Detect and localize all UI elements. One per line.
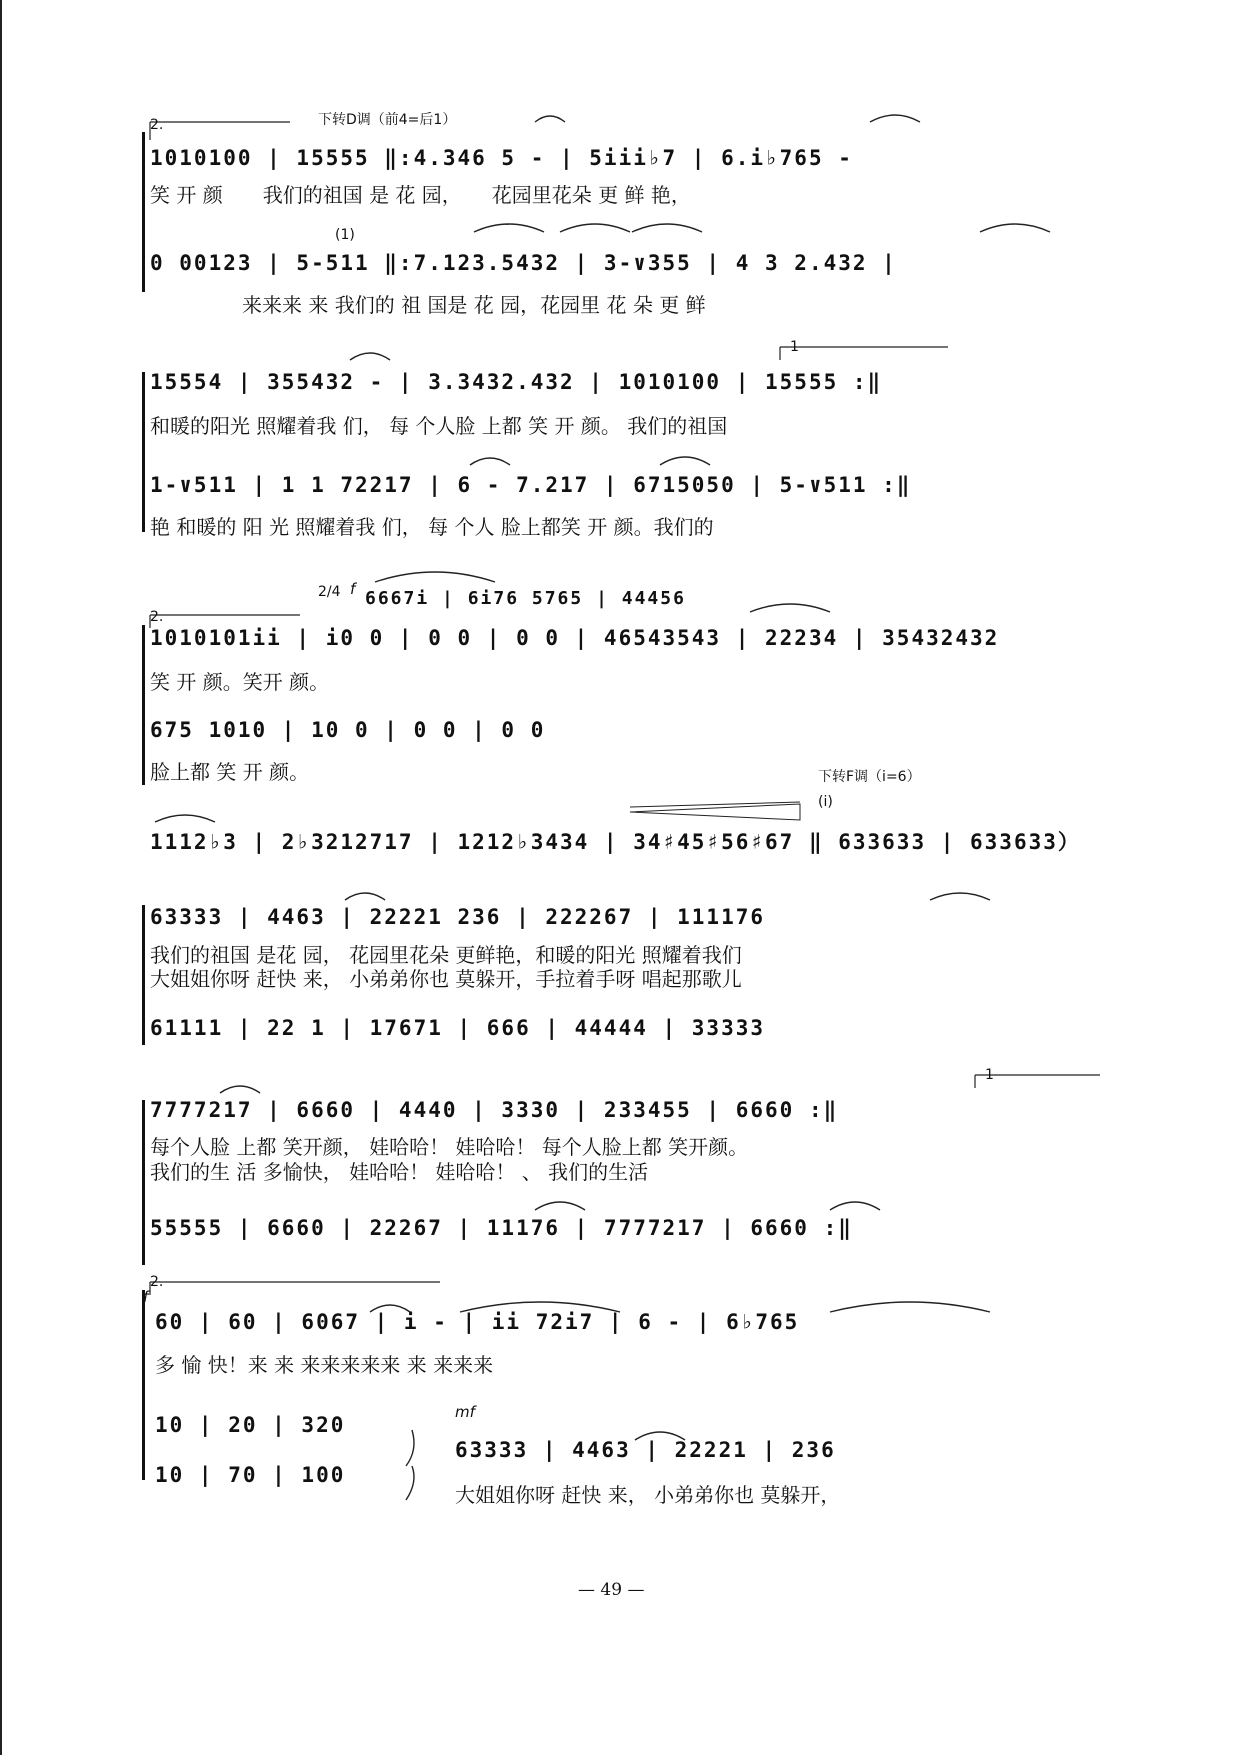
system-brace	[142, 625, 145, 785]
upper-voice-notes: 60 | 60 | 6067 | i - | ii 72i7 | 6 - | 6♭765	[155, 1310, 800, 1334]
section-mark: (1)	[335, 227, 355, 243]
lower-voice-notes: 55555 | 6660 | 22267 | 11176 | 7777217 | 6660 :‖	[150, 1216, 853, 1240]
dynamic-mark: mf	[455, 1403, 475, 1421]
lower-voice-lyrics: 大姐姐你呀 赶快 来， 小弟弟你也 莫躲开，	[455, 1483, 841, 1507]
upper-voice-lyrics: 笑 开 颜。笑开 颜。	[150, 670, 330, 694]
system-brace	[142, 1290, 145, 1480]
lower-voice-notes: 63333 | 4463 | 22221 | 236	[455, 1438, 836, 1462]
volta-label: 1	[985, 1067, 994, 1083]
upper-voice-notes: 15554 | 355432 - | 3.3432.432 | 1010100 | 15555 :‖	[150, 370, 883, 394]
lower-voice-lyrics: 脸上都 笑 开 颜。	[150, 760, 310, 784]
system-brace	[142, 1100, 145, 1265]
dynamic-mark: f	[143, 1288, 149, 1306]
upper-voice-notes: 63333 | 4463 | 22221 236 | 222267 | 111176	[150, 905, 766, 929]
lower-voice-notes: 675 1010 | 10 0 | 0 0 | 0 0	[150, 718, 546, 742]
upper-voice-notes: 1010101ii | i0 0 | 0 0 | 0 0 | 46543543 | 22234 | 35432432	[150, 626, 1000, 650]
upper-voice-lyrics: 多 愉 快！来 来 来来来来来 来 来来来	[155, 1353, 494, 1377]
section-mark: (i)	[818, 794, 833, 810]
volta-label: 2.	[150, 609, 164, 625]
lower-voice-lyrics: 来来来 来 我们的 祖 国是 花 园，花园里 花 朵 更 鲜	[242, 293, 706, 317]
upper-voice-lyrics-verse2: 我们的生 活 多愉快， 娃哈哈！ 娃哈哈！ 、 我们的生活	[150, 1160, 649, 1184]
lower-voice-lyrics: 艳 和暖的 阳 光 照耀着我 们， 每 个人 脸上都笑 开 颜。我们的	[150, 515, 714, 539]
upper-voice-lyrics: 和暖的阳光 照耀着我 们， 每 个人脸 上都 笑 开 颜。 我们的祖国	[150, 414, 728, 438]
upper-voice-lyrics-verse1: 我们的祖国 是花 园， 花园里花朵 更鲜艳，和暖的阳光 照耀着我们	[150, 943, 742, 967]
dynamic-mark: f	[350, 580, 356, 598]
key-change-annotation: 下转F调（i=6）	[818, 769, 921, 785]
key-change-annotation: 下转D调（前4=后1）	[318, 112, 457, 128]
upper-voice-lyrics-verse1: 每个人脸 上都 笑开颜， 娃哈哈！ 娃哈哈！ 每个人脸上都 笑开颜。	[150, 1135, 749, 1159]
lower-voice-notes: 61111 | 22 1 | 17671 | 666 | 44444 | 33333	[150, 1016, 766, 1040]
upper-voice-lyrics-verse2: 大姐姐你呀 赶快 来， 小弟弟你也 莫躲开，手拉着手呀 唱起那歌儿	[150, 967, 742, 991]
lower-voice-b-notes: 10 | 70 | 100	[155, 1463, 346, 1487]
volta-label: 1	[790, 339, 799, 355]
interlude-notes: 1112♭3 | 2♭3212717 | 1212♭3434 | 34♯45♯56♯67 ‖ 633633 | 633633）	[150, 830, 1081, 854]
volta-label: 2.	[150, 1274, 164, 1290]
page-number: — 49 —	[578, 1580, 645, 1600]
system-brace	[142, 905, 145, 1045]
insert-line-notes: 6667i | 6i76 5765 | 44456	[365, 588, 686, 609]
system-brace	[142, 372, 145, 532]
volta-label: 2.	[150, 117, 164, 133]
lower-voice-notes: 0 00123 | 5-511 ‖:7.123.5432 | 3-∨355 | 4 3 2.432 |	[150, 251, 897, 275]
system-brace	[142, 132, 145, 292]
upper-voice-notes: 7777217 | 6660 | 4440 | 3330 | 233455 | 6660 :‖	[150, 1098, 839, 1122]
time-signature: 2/4	[318, 584, 341, 600]
upper-voice-notes: 1010100 | 15555 ‖:4.346 5 - | 5iii♭7 | 6.i♭765 -	[150, 146, 853, 170]
upper-voice-lyrics: 笑 开 颜 我们的祖国 是 花 园， 花园里花朵 更 鲜 艳，	[150, 183, 691, 207]
lower-voice-notes: 1-∨511 | 1 1 72217 | 6 - 7.217 | 6715050 | 5-∨511 :‖	[150, 473, 912, 497]
lower-voice-a-notes: 10 | 20 | 320	[155, 1413, 346, 1437]
